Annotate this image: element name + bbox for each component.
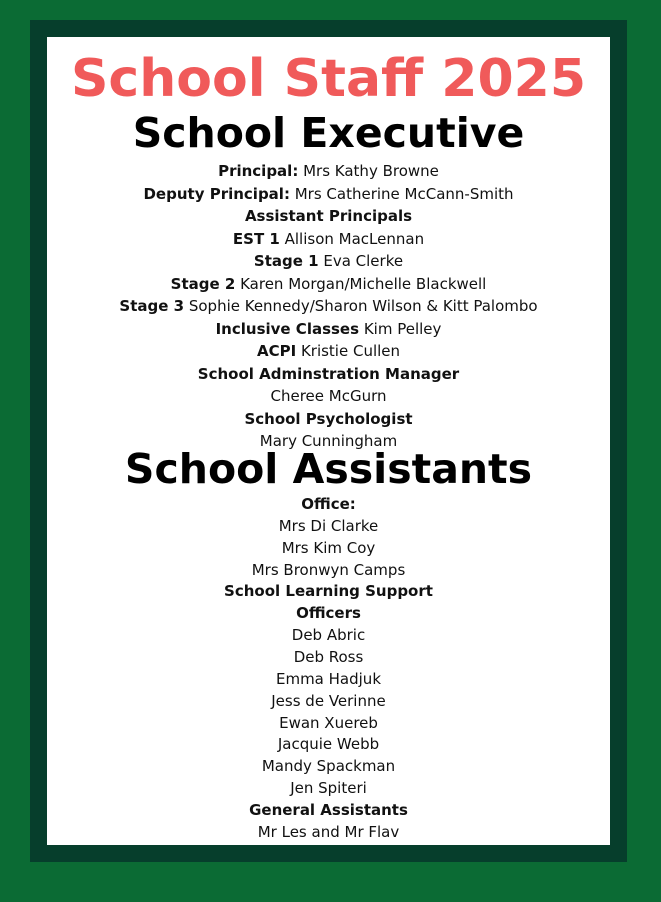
line-label: Stage 2 <box>170 274 236 293</box>
line-value: Jess de Verinne <box>271 691 386 710</box>
executive-line <box>47 183 610 205</box>
assistants-line <box>47 777 610 799</box>
line-label: EST 1 <box>232 229 280 248</box>
line-value: Sophie Kennedy/Sharon Wilson & Kitt Palombo <box>184 297 538 315</box>
assistants-line <box>47 559 610 581</box>
line-value: Kristie Cullen <box>296 342 401 360</box>
line-value: Mrs Kim Coy <box>281 538 376 557</box>
executive-line <box>47 318 610 340</box>
line-value: Cheree McGurn <box>270 387 387 405</box>
executive-line <box>47 273 610 295</box>
line-value: Mary Cunningham <box>259 432 398 450</box>
line-value: Jen Spiteri <box>290 779 367 798</box>
assistants-heading: School Assistants <box>124 445 533 493</box>
executive-line <box>47 160 610 182</box>
assistants-line <box>47 821 610 843</box>
line-value: Allison MacLennan <box>279 229 425 248</box>
line-label: School Adminstration Manager <box>197 364 460 383</box>
line-value: Karen Morgan/Michelle Blackwell <box>235 274 487 293</box>
line-value: Emma Hadjuk <box>275 669 381 688</box>
line-label: General Assistants <box>249 800 408 819</box>
line-value: Ewan Xuereb <box>279 713 378 732</box>
executive-heading: School Executive <box>132 109 525 157</box>
poster-card <box>47 37 610 845</box>
executive-line <box>47 385 610 407</box>
executive-line <box>47 250 610 272</box>
assistants-line <box>47 580 610 602</box>
line-label: Assistant Principals <box>244 207 413 225</box>
line-value: Eva Clerke <box>318 252 404 270</box>
assistants-line <box>47 712 610 734</box>
assistants-line <box>47 515 610 537</box>
line-label: Principal: <box>218 162 299 180</box>
executive-line <box>47 295 610 317</box>
assistants-line <box>47 537 610 559</box>
line-label: School Psychologist <box>244 409 413 428</box>
line-label: Stage 1 <box>253 252 319 270</box>
assistants-line <box>47 690 610 712</box>
line-value: Deb Abric <box>291 626 366 645</box>
assistants-line <box>47 602 610 624</box>
poster-title: School Staff 2025 <box>70 49 587 109</box>
line-value: Mr Les and Mr Flav <box>257 822 400 841</box>
line-label: Deputy Principal: <box>143 184 290 203</box>
executive-line <box>47 363 610 385</box>
line-label: Office: <box>301 495 356 513</box>
line-value: Mrs Bronwyn Camps <box>251 560 406 579</box>
line-value: Mrs Di Clarke <box>278 516 379 535</box>
assistants-line <box>47 646 610 668</box>
line-value: Kim Pelley <box>359 319 442 338</box>
line-label: Stage 3 <box>119 297 185 315</box>
assistants-line <box>47 668 610 690</box>
executive-line <box>47 228 610 250</box>
assistants-line <box>47 493 610 515</box>
line-label: Officers <box>296 604 361 623</box>
assistants-line <box>47 733 610 755</box>
line-label: School Learning Support <box>224 582 433 601</box>
executive-line <box>47 205 610 227</box>
executive-line <box>47 340 610 362</box>
line-value: Deb Ross <box>293 647 364 666</box>
line-value: Mrs Kathy Browne <box>298 162 439 180</box>
line-value: Mandy Spackman <box>261 757 396 776</box>
line-label: ACPI <box>256 342 297 360</box>
line-value: Mrs Catherine McCann-Smith <box>289 184 514 203</box>
assistants-line <box>47 799 610 821</box>
assistants-line <box>47 624 610 646</box>
executive-line <box>47 408 610 430</box>
line-value: Jacquie Webb <box>277 735 380 754</box>
assistants-line <box>47 755 610 777</box>
line-label: Inclusive Classes <box>215 319 360 338</box>
